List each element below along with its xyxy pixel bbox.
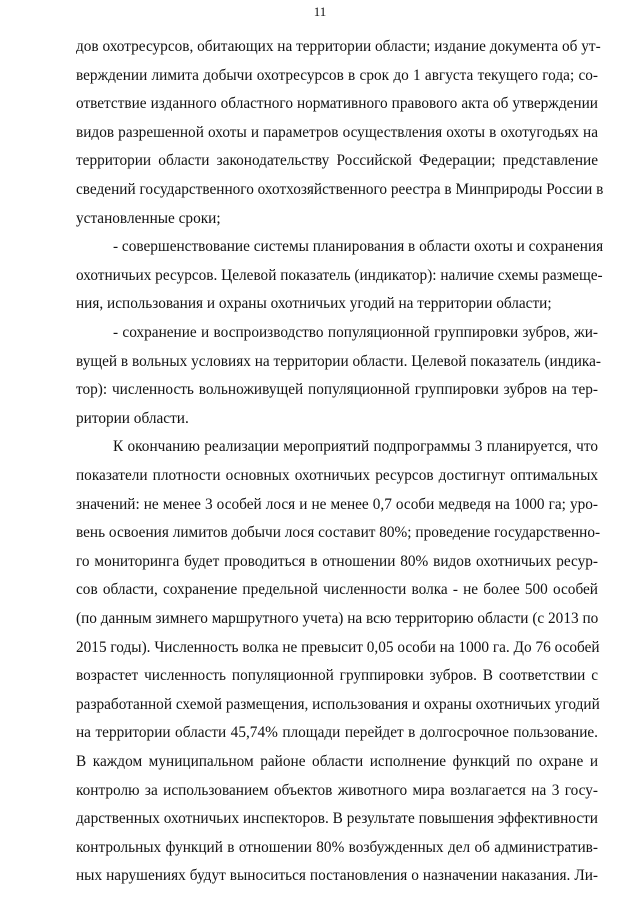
text-line: (по данным зимнего маршрутного учета) на всю территорию области (с 2013 по [76,610,599,627]
text-line: верждении лимита добычи охотресурсов в срок до 1 августа текущего года; со- [76,66,598,84]
text-line: ных нарушениях будут выноситься постановления о назначении наказания. Ли- [76,867,598,885]
text-line: контрольных функций в отношении 80% возбужденных дел об административ- [76,838,598,856]
text-line: на территории области 45,74% площади перейдет в долгосрочное пользование. [76,724,598,742]
text-line: сов области, сохранение предельной численности волка - не более 500 особей [76,581,598,599]
text-line: значений: не менее 3 особей лося и не менее 0,7 особи медведя на 1000 га; уро- [76,495,598,513]
text-line: возрастет численность популяционной группировки зубров. В соответствии с [76,667,598,685]
text-line: В каждом муниципальном районе области исполнение функций по охране и [76,753,598,770]
text-line: установленные сроки; [76,209,221,227]
text-line: - совершенствование системы планирования в области охоты и сохранения [113,238,604,256]
text-line: показатели плотности основных охотничьих ресурсов достигнут оптимальных [76,467,598,484]
text-line: вущей в вольных условиях на территории области. Целевой показатель (индика- [76,352,601,370]
text-line: вень освоения лимитов добычи лося составит 80%; проведение государственно- [76,524,601,542]
text-line: тор): численность вольноживущей популяционной группировки зубров на тер- [76,381,598,399]
text-line: ритории области. [76,409,189,427]
text-line: ния, использования и охраны охотничьих угодий на территории области; [76,295,552,313]
text-line: контролю за использованием объектов животного мира возлагается на 3 госу- [76,781,598,799]
text-line: К окончанию реализации мероприятий подпрограммы 3 планируется, что [113,438,598,456]
text-line: дарственных охотничьих инспекторов. В результате повышения эффективности [76,810,598,828]
text-line: 2015 годы). Численность волка не превысит 0,05 особи на 1000 га. До 76 особей [76,638,600,656]
text-line: охотничьих ресурсов. Целевой показатель (индикатор): наличие схемы размеще- [76,266,603,284]
text-line: дов охотресурсов, обитающих на территории области; издание документа об ут- [76,38,601,55]
text-line: разработанной схемой размещения, использования и охраны охотничьих угодий [76,695,600,713]
text-line: сведений государственного охотхозяйственного реестра в Минприроды России в [76,181,604,198]
text-line: видов разрешенной охоты и параметров осуществления охоты в охотугодьях на [76,123,598,141]
page-number: 11 [313,4,327,19]
text-line: ответствие изданного областного нормативного правового акта об утверждении [76,95,598,113]
text-line: го мониторинга будет проводиться в отношении 80% видов охотничьих ресур- [76,552,598,570]
text-line: - сохранение и воспроизводство популяционной группировки зубров, жи- [113,324,598,341]
text-line: территории области законодательству Российской Федерации; представление [76,152,598,170]
